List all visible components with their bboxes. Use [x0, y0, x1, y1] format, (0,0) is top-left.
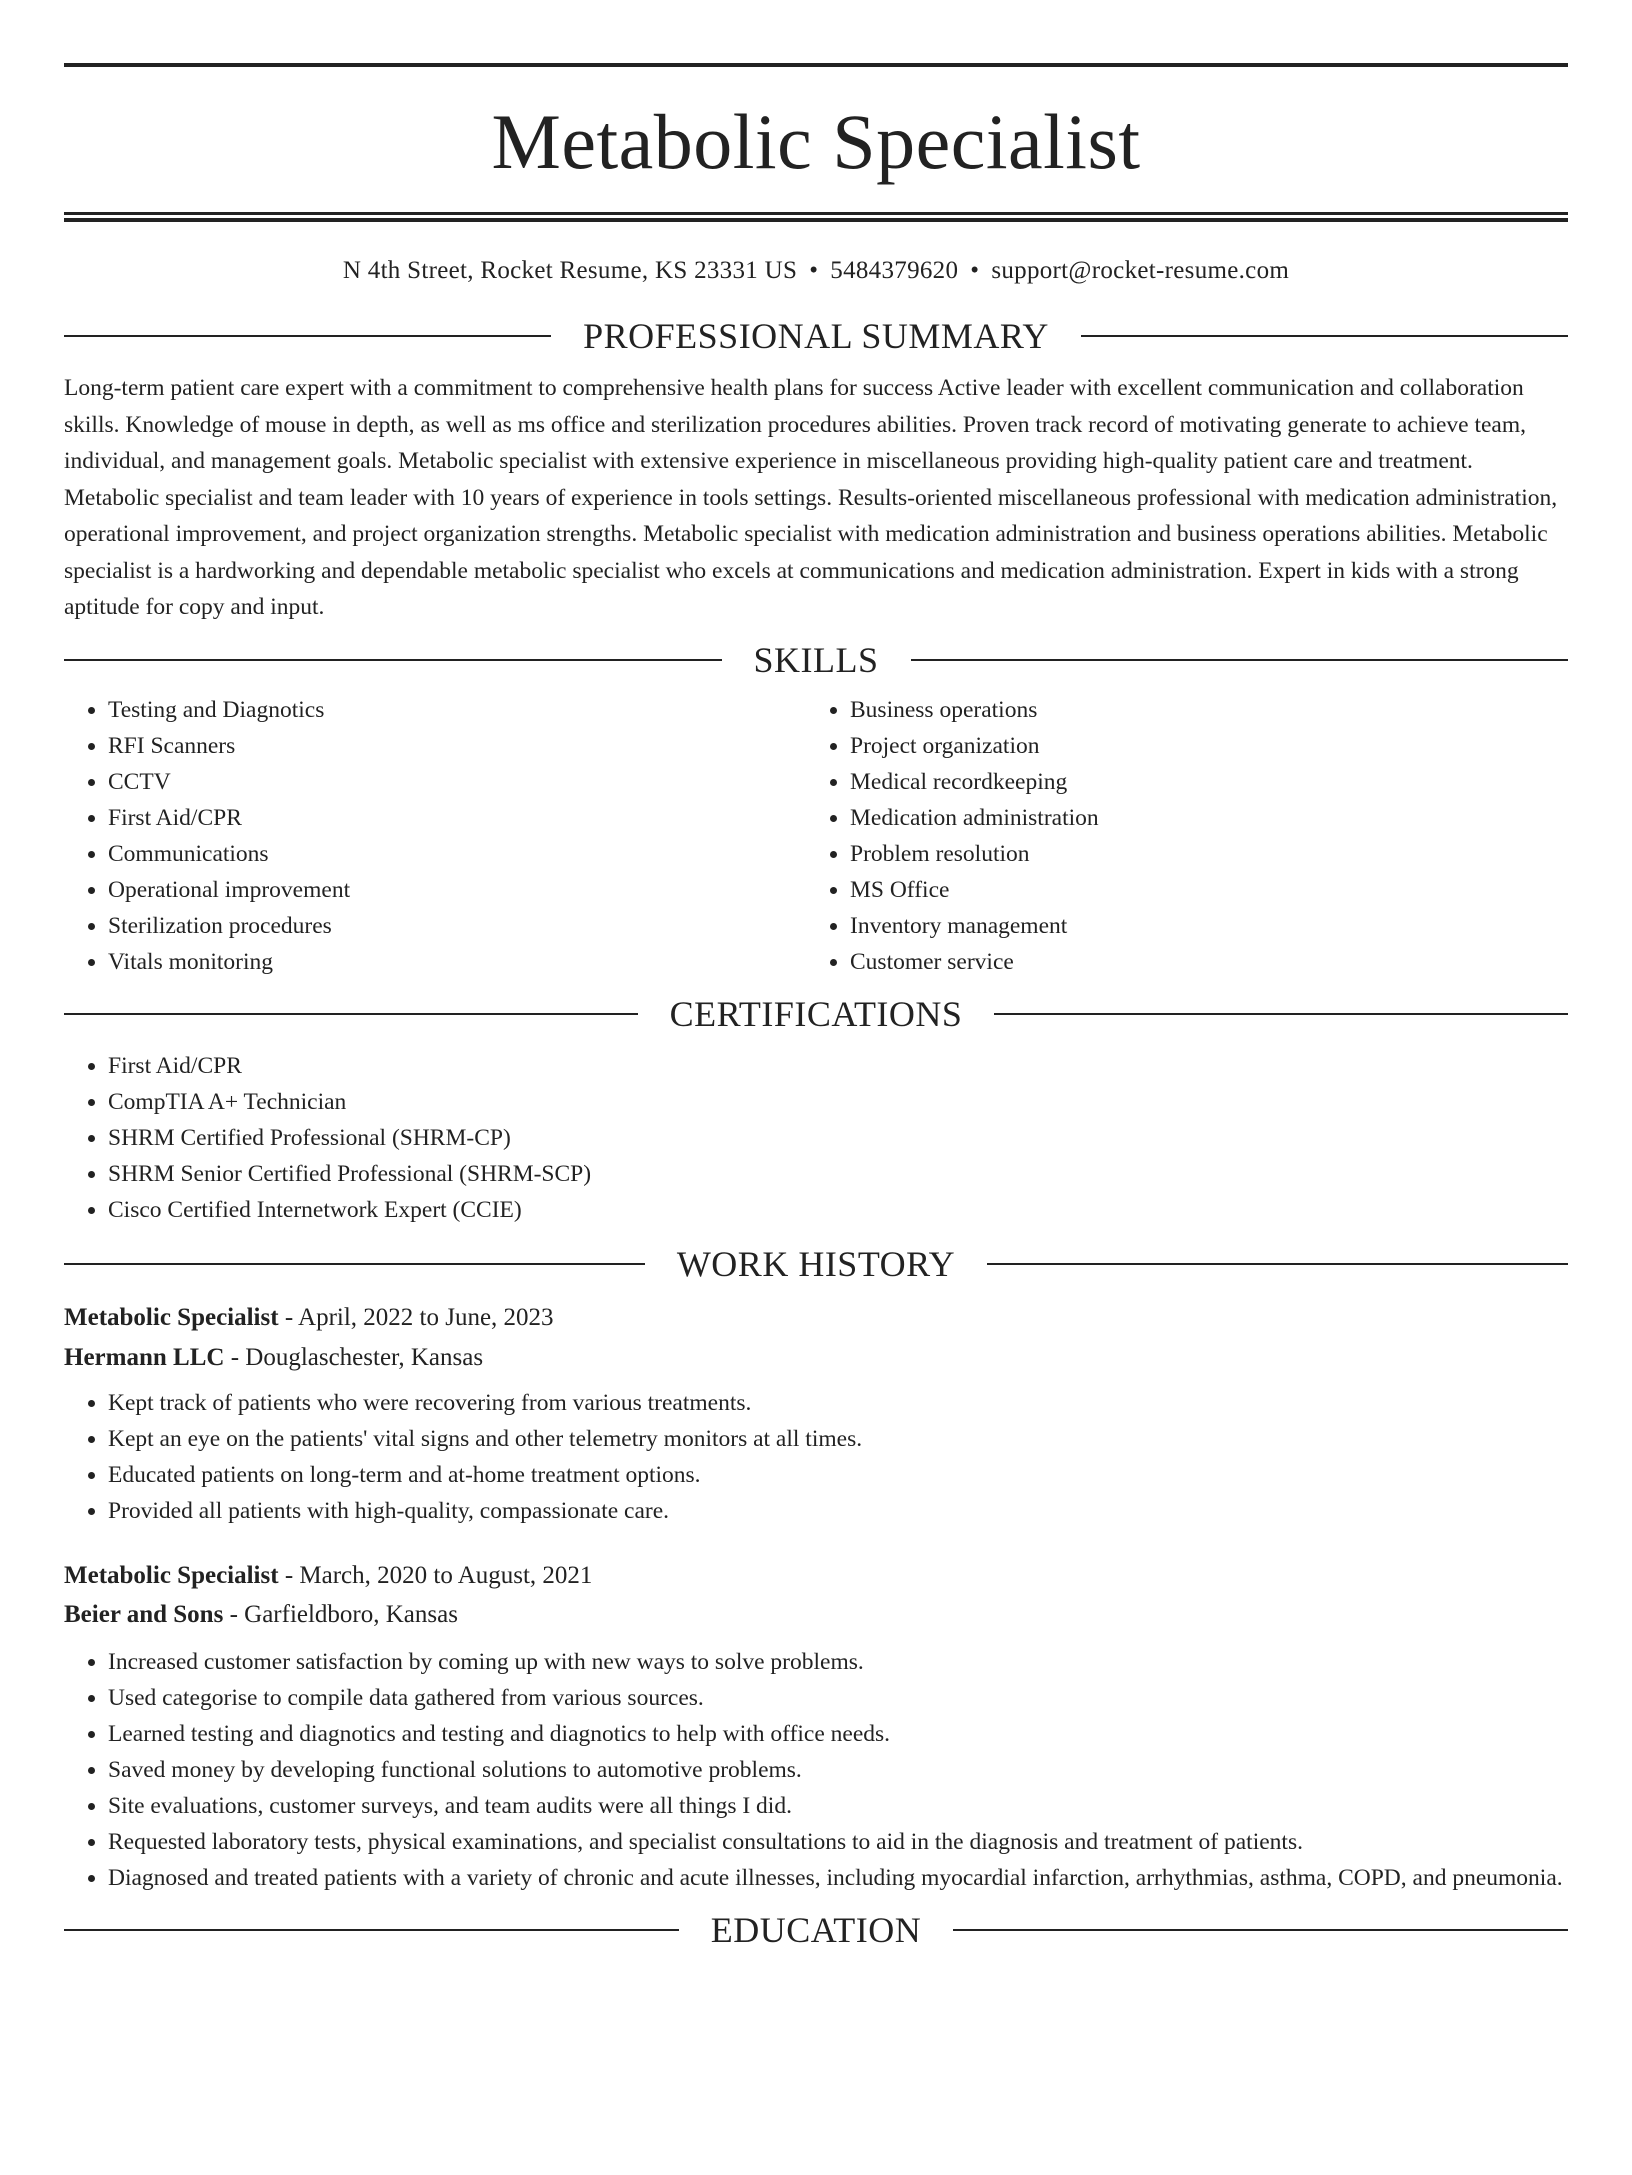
job-entry	[64, 1563, 1568, 1896]
job-company: Beier and Sons	[64, 1600, 224, 1628]
list-item: • Learned testing and diagnotics and testing and diagnotics to help with office needs.	[108, 1716, 1568, 1752]
section-title: CERTIFICATIONS	[669, 993, 963, 1034]
skills-columns	[64, 692, 1568, 980]
job-company: Hermann LLC	[64, 1343, 225, 1371]
heading-rule	[64, 1263, 645, 1265]
certifications-list	[64, 1048, 1568, 1228]
heading-rule	[64, 1929, 679, 1931]
job-title-line	[64, 1563, 1568, 1588]
heading-rule	[987, 1263, 1568, 1265]
job-entry	[64, 1305, 1568, 1529]
list-item: • RFI Scanners	[108, 728, 806, 764]
top-rule	[64, 63, 1568, 67]
heading-rule	[911, 659, 1569, 661]
skills-column-right	[806, 692, 1548, 980]
section-title: SKILLS	[753, 639, 879, 680]
contact-separator: •	[970, 257, 980, 284]
list-item: • Provided all patients with high-quality, compassionate care.	[108, 1493, 1568, 1529]
job-location: - Douglaschester, Kansas	[224, 1343, 484, 1371]
job-company-line	[64, 1345, 1568, 1370]
section-heading-summary	[64, 318, 1568, 354]
skills-column-left	[64, 692, 806, 980]
list-item: • First Aid/CPR	[108, 1048, 1568, 1084]
list-item: • CompTIA A+ Technician	[108, 1084, 1568, 1120]
list-item: • Customer service	[850, 944, 1548, 980]
list-item: • Used categorise to compile data gathered from various sources.	[108, 1680, 1568, 1716]
resume-page	[0, 63, 1632, 2175]
list-item: • Saved money by developing functional solutions to automotive problems.	[108, 1752, 1568, 1788]
double-rule	[64, 212, 1568, 222]
heading-rule	[64, 1013, 638, 1015]
list-item: • Requested laboratory tests, physical examinations, and specialist consultations to aid in the diagnosis and treatment of patients.	[108, 1824, 1568, 1860]
list-item: • Vitals monitoring	[108, 944, 806, 980]
list-item: • Diagnosed and treated patients with a variety of chronic and acute illnesses, including myocardial infarction, arrhythmias, asthma, COPD, and pneumonia.	[108, 1860, 1568, 1896]
contact-separator: •	[809, 257, 819, 284]
list-item: • Communications	[108, 836, 806, 872]
job-location: - Garfieldboro, Kansas	[223, 1600, 458, 1628]
contact-email[interactable]: support@rocket-resume.com	[991, 257, 1290, 284]
job-dates: - March, 2020 to August, 2021	[278, 1561, 593, 1589]
list-item: • First Aid/CPR	[108, 800, 806, 836]
job-title-line	[64, 1305, 1568, 1330]
list-item: • Kept track of patients who were recovering from various treatments.	[108, 1385, 1568, 1421]
list-item: • Site evaluations, customer surveys, and team audits were all things I did.	[108, 1788, 1568, 1824]
job-dates: - April, 2022 to June, 2023	[278, 1303, 554, 1331]
heading-rule	[994, 1013, 1568, 1015]
section-title: EDUCATION	[710, 1909, 922, 1950]
list-item: • SHRM Senior Certified Professional (SHRM-SCP)	[108, 1156, 1568, 1192]
list-item: • Educated patients on long-term and at-home treatment options.	[108, 1457, 1568, 1493]
list-item: • Increased customer satisfaction by coming up with new ways to solve problems.	[108, 1644, 1568, 1680]
section-title: PROFESSIONAL SUMMARY	[583, 316, 1049, 356]
summary-text: Long-term patient care expert with a commitment to comprehensive health plans for success Active leader with excellent communication and collaboration skills. Knowledge of mouse in depth, as well as ms office and sterilization procedures abilities. Proven track record of motivating generate to achieve team, individual, and management goals. Metabolic specialist with extensive experience in miscellaneous providing high-quality patient care and treatment. Metabolic specialist and team leader with 10 years of experience in tools settings. Results-oriented miscellaneous professional with medication administration, operational improvement, and project organization strengths. Metabolic specialist with medication administration and business operations abilities. Metabolic specialist is a hardworking and dependable metabolic specialist who excels at communications and medication administration. Expert in kids with a strong aptitude for copy and input.	[64, 375, 1558, 620]
job-bullets	[64, 1644, 1568, 1896]
list-item: • Sterilization procedures	[108, 908, 806, 944]
job-title: Metabolic Specialist	[64, 1561, 279, 1589]
heading-rule	[953, 1929, 1568, 1931]
job-company-line	[64, 1602, 1568, 1627]
contact-phone: 5484379620	[830, 257, 959, 284]
list-item: • Medical recordkeeping	[850, 764, 1548, 800]
list-item: • Problem resolution	[850, 836, 1548, 872]
section-heading-work	[64, 1243, 1568, 1284]
list-item: • Business operations	[850, 692, 1548, 728]
list-item: • Medication administration	[850, 800, 1548, 836]
list-item: • Project organization	[850, 728, 1548, 764]
list-item: • Inventory management	[850, 908, 1548, 944]
resume-name: Metabolic Specialist	[491, 98, 1141, 185]
job-title: Metabolic Specialist	[64, 1303, 279, 1331]
section-heading-certifications	[64, 993, 1568, 1034]
section-title: WORK HISTORY	[676, 1243, 956, 1284]
list-item: • Cisco Certified Internetwork Expert (CCIE)	[108, 1192, 1568, 1228]
heading-rule	[64, 659, 722, 661]
list-item: • Operational improvement	[108, 872, 806, 908]
contact-line	[64, 258, 1568, 283]
heading-rule	[64, 335, 551, 337]
contact-address: N 4th Street, Rocket Resume, KS 23331 US	[342, 257, 798, 284]
list-item: • Testing and Diagnotics	[108, 692, 806, 728]
job-bullets	[64, 1385, 1568, 1529]
list-item: • CCTV	[108, 764, 806, 800]
section-heading-skills	[64, 639, 1568, 680]
list-item: • Kept an eye on the patients' vital signs and other telemetry monitors at all times.	[108, 1421, 1568, 1457]
list-item: • SHRM Certified Professional (SHRM-CP)	[108, 1120, 1568, 1156]
list-item: • MS Office	[850, 872, 1548, 908]
section-heading-education	[64, 1909, 1568, 1950]
heading-rule	[1081, 335, 1568, 337]
